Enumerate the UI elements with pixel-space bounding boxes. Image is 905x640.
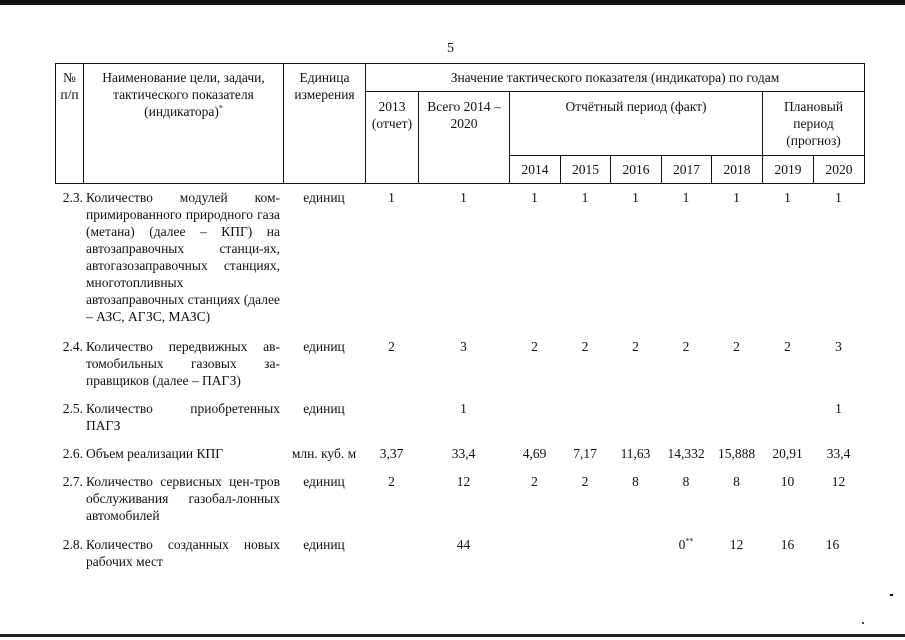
value-2013: 1 — [388, 190, 395, 205]
row-number: 2.7. — [62, 474, 83, 489]
value-2019: 20,91 — [772, 446, 803, 461]
value-2018: 1 — [733, 190, 740, 205]
value-2019: 10 — [780, 474, 795, 489]
row-number: 2.5. — [62, 401, 83, 416]
value-2014: 2 — [531, 474, 538, 489]
value-2020: 1 — [835, 190, 842, 205]
value-2019: 2 — [784, 339, 791, 354]
header-name — [84, 64, 284, 184]
value-2013: 3,37 — [379, 446, 404, 461]
value-2014: 2 — [531, 339, 538, 354]
row-name: Количество созданных новых рабочих мест — [86, 537, 280, 569]
value-total: 1 — [460, 190, 467, 205]
value-2014: 4,69 — [522, 446, 547, 461]
row-name: Количество сервисных цен-тров обслуживания газобал-лонных автомобилей — [86, 474, 280, 523]
scan-mark — [890, 594, 893, 596]
value-2015: 7,17 — [573, 446, 597, 461]
value-2020: 12 — [831, 474, 846, 489]
value-2014: 1 — [531, 190, 538, 205]
value-2016: 1 — [632, 190, 639, 205]
value-total: 3 — [460, 339, 467, 354]
header-2013: 2013 (отчет) — [366, 92, 419, 184]
row-unit: единиц — [303, 190, 345, 205]
header-name-text: Наименование цели, задачи, тактического показателя (индикатора) — [102, 70, 265, 119]
row-number: 2.6. — [62, 446, 83, 461]
value-total: 33,4 — [451, 446, 476, 461]
top-border — [0, 0, 905, 5]
value-2013: 2 — [388, 339, 395, 354]
header-year: 2017 — [662, 156, 712, 184]
header-year: 2014 — [510, 156, 561, 184]
header-year: 2019 — [763, 156, 814, 184]
scan-mark — [862, 622, 864, 624]
row-name: Количество передвижных ав-томобильных газовых за-правщиков (далее – ПАГЗ) — [86, 339, 280, 388]
value-2019: 16 — [780, 537, 795, 552]
table-header — [55, 63, 865, 184]
value-total: 12 — [456, 474, 471, 489]
header-year: 2015 — [561, 156, 611, 184]
row-name: Количество приобретенных ПАГЗ — [86, 401, 280, 433]
page-number: 5 — [447, 41, 454, 56]
value-2016: 8 — [632, 474, 639, 489]
value-2015: 1 — [581, 190, 589, 205]
value-2016: 2 — [632, 339, 639, 354]
value-2020: 33,4 — [826, 446, 851, 461]
header-unit: Единица измерения — [284, 64, 366, 184]
header-year: 2016 — [611, 156, 662, 184]
value-2015: 2 — [581, 339, 589, 354]
row-unit: млн. куб. м — [291, 446, 357, 461]
value-2020: 1 — [835, 401, 842, 416]
header-total: Всего 2014 – 2020 — [419, 92, 510, 184]
header-year: 2018 — [712, 156, 763, 184]
row-name: Количество модулей ком-примированного природного газа (метана) (далее – КПГ) на автозаправочных станци-ях, автогазозаправочных станциях, многотопливных автозаправочных станциях (далее – АЗС, АГЗС, МАЗС) — [86, 190, 280, 324]
value-2017: 2 — [682, 339, 690, 354]
row-name: Объем реализации КПГ — [86, 446, 224, 461]
value-total: 44 — [456, 537, 471, 552]
value-2017: 14,332 — [667, 446, 705, 461]
bottom-border — [0, 634, 905, 637]
value-2017: 8 — [682, 474, 690, 489]
value-2016: 11,63 — [620, 446, 651, 461]
row-number: 2.4. — [62, 339, 83, 354]
row-number: 2.3. — [62, 190, 83, 205]
value-2019: 1 — [784, 190, 791, 205]
value-2020: 16 — [825, 537, 840, 552]
row-number: 2.8. — [62, 537, 83, 552]
value-2015: 2 — [581, 474, 589, 489]
header-num: № п/п — [56, 64, 84, 184]
value-2017 — [661, 536, 711, 553]
row-unit: единиц — [303, 474, 345, 489]
row-unit: единиц — [303, 537, 345, 552]
value-2018: 8 — [733, 474, 740, 489]
row-unit: единиц — [303, 339, 345, 354]
row-unit: единиц — [303, 401, 345, 416]
value-2018: 12 — [729, 537, 744, 552]
value-2017-text: 0 — [678, 537, 686, 552]
value-2013: 2 — [388, 474, 395, 489]
header-fact: Отчётный период (факт) — [510, 92, 763, 156]
value-total: 1 — [460, 401, 467, 416]
value-2018: 15,888 — [717, 446, 756, 461]
header-values: Значение тактического показателя (индикатора) по годам — [366, 64, 865, 92]
header-plan: Плановый период (прогноз) — [763, 92, 865, 156]
value-2018: 2 — [733, 339, 740, 354]
footnote-mark: ** — [685, 536, 694, 546]
header-name-mark: * — [218, 103, 223, 113]
value-2020: 3 — [835, 339, 842, 354]
value-2017: 1 — [682, 190, 690, 205]
header-year: 2020 — [814, 156, 865, 184]
